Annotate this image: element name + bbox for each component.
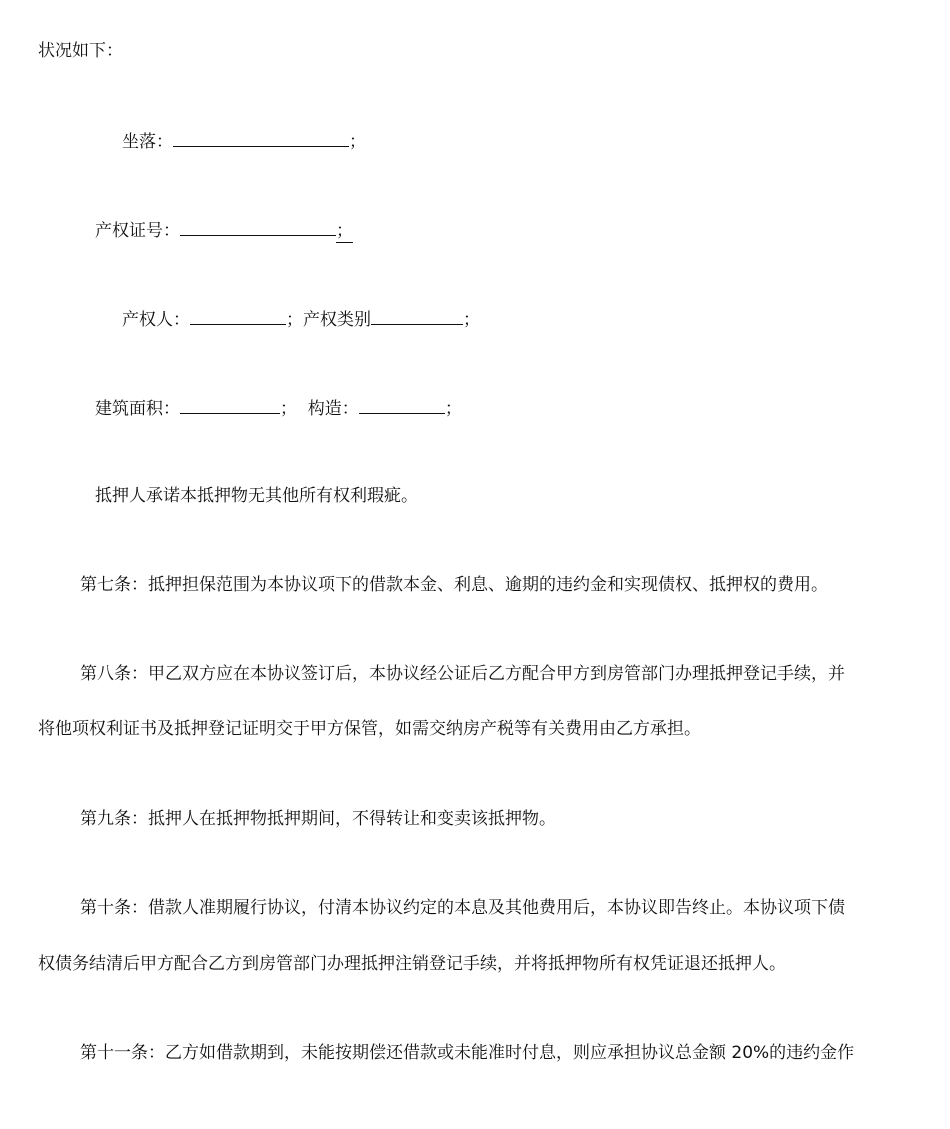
article-10-line-1: 第十条：借款人准期履行协议，付清本协议约定的本息及其他费用后，本协议即告终止。本协议项下债	[80, 898, 845, 918]
field-owner-label: 产权人：	[122, 310, 190, 330]
intro-text: 状况如下：	[38, 41, 123, 61]
field-category-label: ；产权类别	[286, 310, 371, 330]
article-10-line-2: 权债务结清后甲方配合乙方到房管部门办理抵押注销登记手续，并将抵押物所有权凭证退还抵押人。	[38, 954, 786, 974]
field-location-label: 坐落：	[122, 132, 173, 152]
promise-text: 抵押人承诺本抵押物无其他所有权利瑕疵。	[95, 486, 418, 506]
category-blank	[371, 306, 463, 325]
field-area-label: 建筑面积：	[95, 399, 180, 419]
article-7: 第七条：抵押担保范围为本协议项下的借款本金、利息、逾期的违约金和实现债权、抵押权的费用。	[80, 575, 828, 595]
article-8-line-2: 将他项权利证书及抵押登记证明交于甲方保管，如需交纳房产税等有关费用由乙方承担。	[38, 719, 701, 739]
area-blank	[180, 395, 280, 414]
field-cert-no-label: 产权证号：	[95, 221, 180, 241]
article-8-line-1: 第八条：甲乙双方应在本协议签订后，本协议经公证后乙方配合甲方到房管部门办理抵押登记手续，并	[80, 664, 845, 684]
cert-no-end: ；	[336, 221, 353, 241]
article-9: 第九条：抵押人在抵押物抵押期间，不得转让和变卖该抵押物。	[80, 809, 556, 829]
field-location: 坐落： ；	[122, 128, 366, 152]
field-area: 建筑面积： ； 构造： ；	[95, 395, 462, 419]
field-owner: 产权人： ；产权类别 ；	[122, 306, 480, 330]
owner-blank	[190, 306, 286, 325]
structure-blank	[359, 395, 445, 414]
field-cert-no	[95, 217, 353, 241]
article-11-line-1: 第十一条：乙方如借款期到，未能按期偿还借款或未能准时付息，则应承担协议总金额 20%的违约金作	[80, 1043, 855, 1063]
cert-no-blank	[180, 217, 336, 236]
field-structure-label: ； 构造：	[280, 399, 359, 419]
location-blank	[173, 128, 349, 147]
